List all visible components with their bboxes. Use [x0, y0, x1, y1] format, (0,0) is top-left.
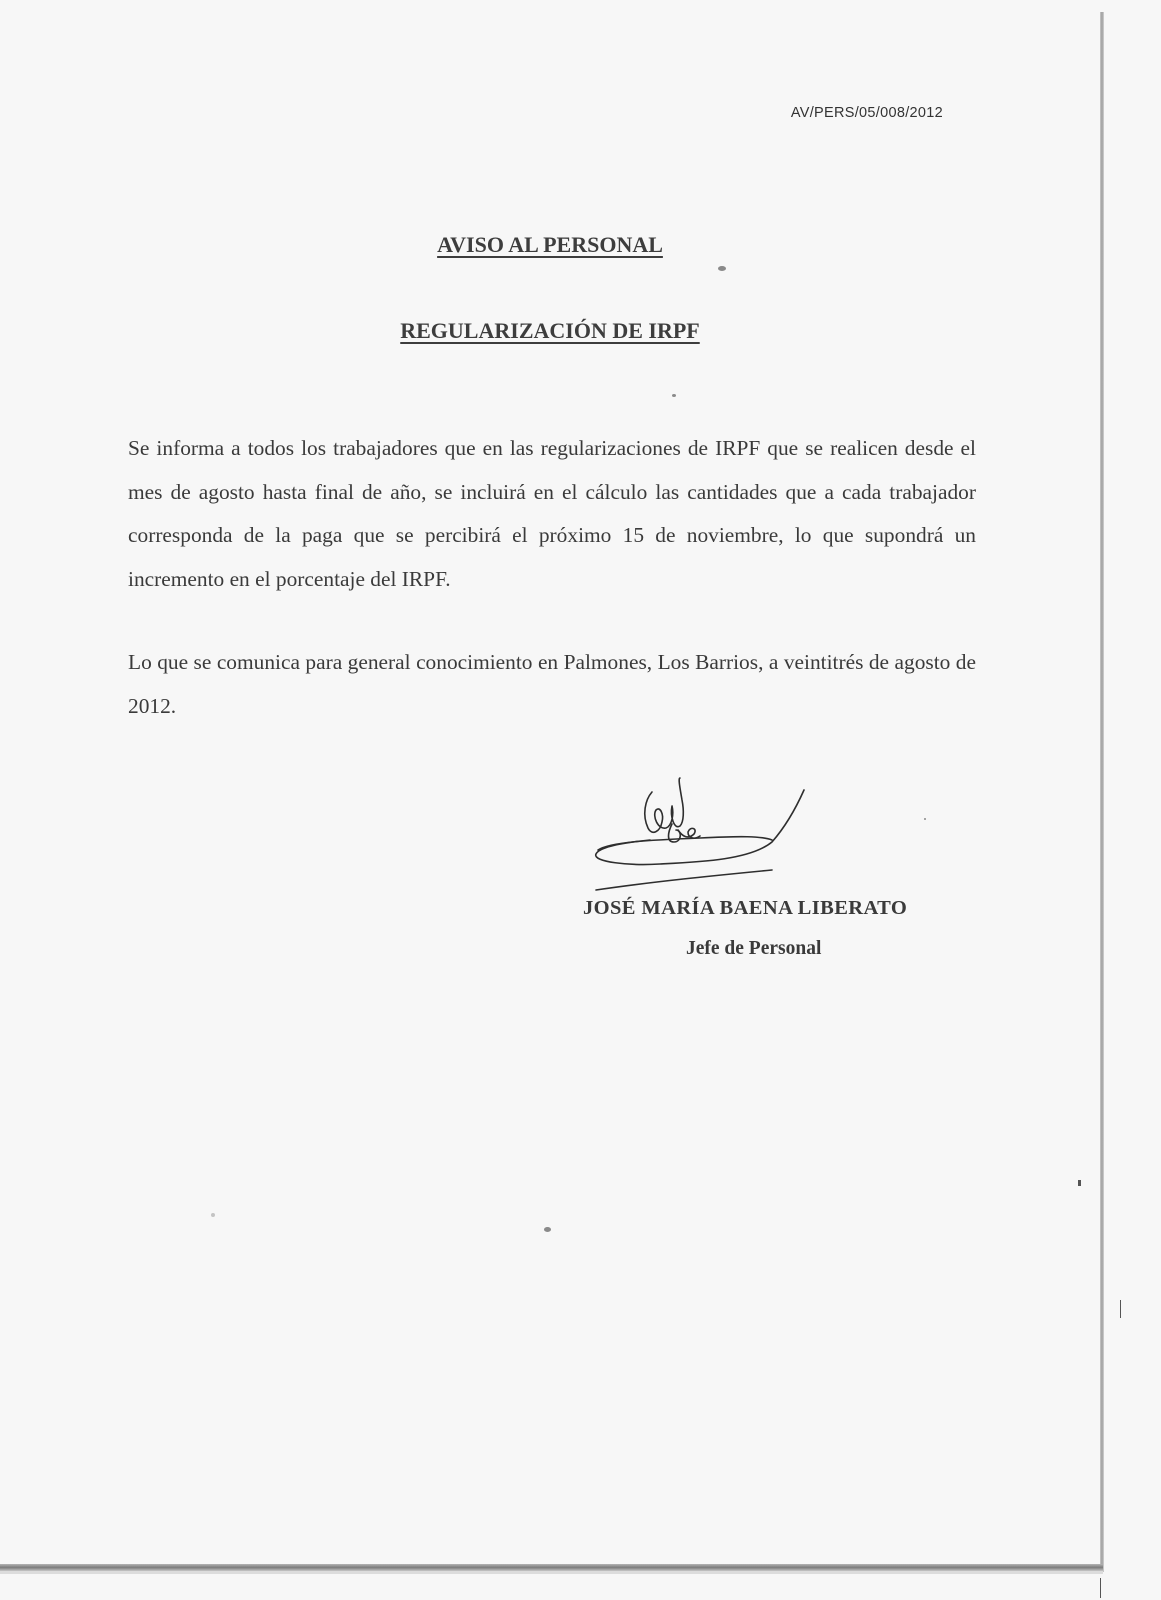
- scan-mark: [1100, 1578, 1101, 1598]
- document-subtitle: REGULARIZACIÓN DE IRPF: [400, 318, 700, 343]
- document-title: AVISO AL PERSONAL: [437, 232, 663, 257]
- scan-speck: [718, 266, 726, 271]
- scan-mark: [1120, 1300, 1121, 1318]
- signer-title: Jefe de Personal: [686, 938, 822, 959]
- scan-speck: [211, 1213, 215, 1217]
- scan-edge-bottom: [0, 1564, 1103, 1571]
- body-paragraph-closing: Lo que se comunica para general conocimiento en Palmones, Los Barrios, a veintitrés de agosto de 2012.: [128, 650, 976, 718]
- scan-mark: [1078, 1180, 1081, 1186]
- scan-edge-right: [1100, 12, 1104, 1572]
- body-paragraph-notice: Se informa a todos los trabajadores que en las regularizaciones de IRPF que se realicen desde el mes de agosto hasta final de año, se incluirá en el cálculo las cantidades que a cada trabajador corresponda de la paga que se percibirá el próximo 15 de noviembre, lo que supondrá un incremento en el porcentaje del IRPF.: [128, 436, 976, 591]
- scan-edge-bottom-shadow: [0, 1571, 1103, 1574]
- scan-speck: [544, 1227, 551, 1232]
- scan-speck: [924, 818, 926, 820]
- scan-speck: [672, 394, 676, 397]
- handwritten-signature: [590, 770, 830, 900]
- signer-name: JOSÉ MARÍA BAENA LIBERATO: [583, 897, 908, 919]
- document-reference: AV/PERS/05/008/2012: [790, 105, 943, 121]
